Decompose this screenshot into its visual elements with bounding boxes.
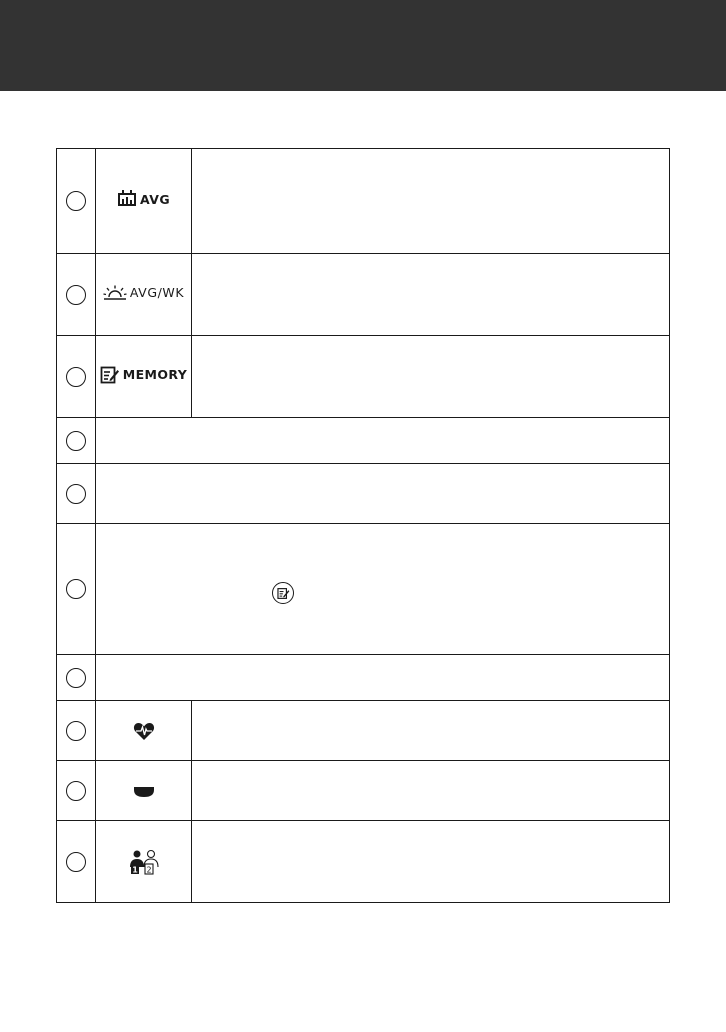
row-number-circle [66,668,86,688]
table-row [57,336,670,418]
memory-note-icon [100,365,120,385]
svg-text:2: 2 [145,865,152,874]
row-number-cell [57,524,96,655]
table-row [57,761,670,821]
row-number-cell [57,701,96,761]
user-1-2-icon [128,849,160,875]
description-cell [192,821,670,903]
row-number-cell [57,149,96,254]
symbol-cell [96,821,192,903]
row-number-cell [57,254,96,336]
row-number-cell [57,655,96,701]
row-number-circle [66,484,86,504]
description-cell [192,336,670,418]
symbol-cell [96,336,192,418]
row-number-circle [66,852,86,872]
table-row [57,821,670,903]
symbol-cell [96,149,192,254]
description-cell [192,701,670,761]
calendar-bars-icon [117,190,137,208]
heart-pulse-icon [133,721,155,741]
svg-text:1: 1 [131,865,138,874]
description-cell [96,418,670,464]
table-row [57,524,670,655]
row-number-cell [57,464,96,524]
row-number-circle [66,721,86,741]
arrow-down-icon [133,786,155,798]
row-number-cell [57,336,96,418]
description-cell [96,524,670,655]
symbol-label: AVG [140,191,170,207]
symbol-cell [96,254,192,336]
table-row [57,655,670,701]
header-bar [0,0,726,91]
description-cell [192,149,670,254]
row-number-circle [66,781,86,801]
memory-button-icon [272,582,294,604]
table-row [57,464,670,524]
sunrise-icon [103,285,127,301]
description-cell [192,254,670,336]
row-number-circle [66,579,86,599]
symbol-cell [96,701,192,761]
row-number-circle [66,285,86,305]
row-number-cell [57,418,96,464]
row-number-circle [66,367,86,387]
symbol-label: AVG/WK [129,285,185,300]
row-number-circle [66,431,86,451]
description-cell [96,655,670,701]
description-cell [96,464,670,524]
table-row [57,149,670,254]
table-row [57,254,670,336]
table-row [57,701,670,761]
row-number-cell [57,761,96,821]
symbol-label: MEMORY [122,367,188,382]
row-number-circle [66,191,86,211]
table-row [57,418,670,464]
symbol-table [56,148,670,903]
symbol-cell [96,761,192,821]
row-number-cell [57,821,96,903]
description-cell [192,761,670,821]
